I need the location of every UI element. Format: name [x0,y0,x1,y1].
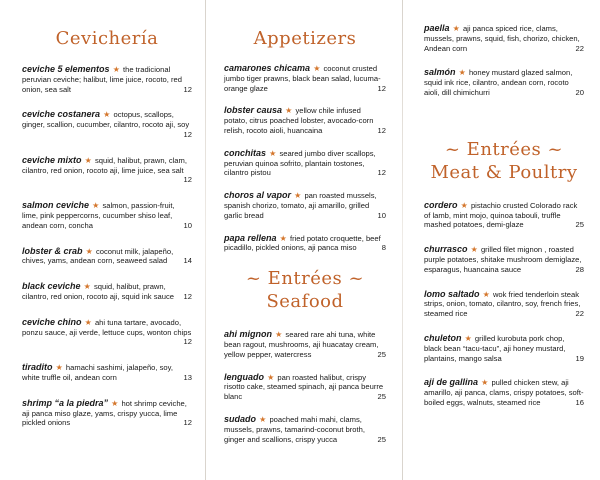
menu-item-description: honey mustard glazed salmon, squid ink rice, cilantro, andean corn, rocoto aioli, dill chimichurri [424,68,573,97]
menu-item-name: paella [424,23,450,33]
menu-item-price: 12 [183,129,192,139]
cevicheria-list [22,65,192,428]
menu-item-description: octopus, scallops, ginger, scallion, cucumber, cilantro, rocoto aji, soy [22,110,190,130]
menu-item-description: squid, halibut, prawn, cilantro, red onion, rocoto aji, squid ink sauce [22,282,174,301]
menu-item [22,110,192,139]
menu-item [424,201,584,230]
menu-item-price: 25 [377,349,386,359]
appetizers-column [224,0,386,457]
menu-item [224,106,386,135]
menu-item [224,64,386,93]
menu-item [224,234,386,254]
cevicheria-column [22,0,192,444]
menu-item-description: wok fried tenderloin steak strips, onion, tomato, cilantro, soy, french fries, steamed rice [424,289,581,319]
meat-poultry-list [424,201,584,408]
star-icon: ★ [92,201,100,211]
menu-item [424,245,584,274]
star-icon: ★ [275,330,283,340]
menu-item [224,191,386,220]
menu-item-price: 12 [377,168,386,178]
star-icon: ★ [84,155,92,165]
menu-item-description: aji panca spiced rice, clams, mussels, prawns, squid, fish, chorizo, chicken, Andean corn [424,24,580,53]
section-title-line: Seafood [266,291,344,313]
menu-item-name: churrasco [424,244,468,255]
star-icon: ★ [259,414,267,424]
menu-item [22,65,192,94]
panel-fold-line [402,0,403,480]
menu-item-name: lobster causa [224,105,283,116]
menu-item [22,201,192,230]
menu-item-price: 10 [183,220,192,230]
star-icon: ★ [294,191,302,201]
seafood-continued-list [424,24,584,98]
menu-item-description: seared jumbo diver scallops, peruvian quinoa sofrito, plantain tostones, cilantro pistou [224,148,376,178]
menu-item-name: aji de gallina [424,377,479,388]
menu-item-name: ceviche costanera [22,109,101,120]
menu-item-name: ahi mignon [224,329,272,340]
menu-item-name: salmon ceviche [22,200,90,211]
menu-item-name: papa rellena [224,232,277,243]
menu-item-name: tiradito [22,362,53,373]
section-title-line: ~ Entrées ~ [444,138,564,160]
menu-item-name: conchitas [224,147,267,158]
menu-item-name: sudado [224,413,257,424]
menu-item-price: 22 [575,309,584,319]
menu-item-description: poached mahi mahi, clams, mussels, prawns, tamarind-coconut broth, ginger and scallions, crispy yucca [224,414,365,444]
menu-item-price: 12 [183,418,192,428]
star-icon: ★ [55,363,63,373]
menu-item-description: coconut crusted jumbo tiger prawns, black bean salad, lucuma-orange glaze [224,64,381,93]
menu-item-price: 13 [183,372,192,382]
menu-item-name: chuleton [424,332,462,343]
menu-item-name: camarones chicama [224,63,311,73]
section-title-line: Meat & Poultry [430,161,578,183]
menu-item-description: hamachi sashimi, jalapeño, soy, white truffle oil, andean corn [22,363,173,382]
menu-item-description: squid, halibut, prawn, clam, cilantro, red onion, rocoto aji, lime juice, sea salt [22,155,187,175]
star-icon: ★ [313,64,321,73]
menu-item-price: 25 [377,392,386,402]
menu-item-price: 12 [377,125,386,135]
menu-item-description: yellow chile infused potato, citrus poached lobster, avocado-corn relish, rocoto aioli, huancaina [224,106,374,135]
menu-item-name: cordero [424,199,458,210]
menu-item [224,373,386,402]
menu-item-price: 12 [183,175,192,185]
menu-item-description: the tradicional peruvian ceviche; halibut, lime juice, rocoto, red onion, sea salt [22,65,182,94]
section-title-line: ~ Entrées ~ [245,268,365,290]
seafood-list [224,330,386,444]
entrees-column [424,0,584,423]
menu-item-description: fried potato croquette, beef picadillo, pickled onions, aji panca miso [224,233,381,253]
star-icon: ★ [267,372,275,382]
menu-item-price: 10 [377,210,386,220]
star-icon: ★ [269,148,277,158]
menu-item [22,247,192,267]
menu-item [22,282,192,302]
appetizers-list [224,64,386,253]
menu-item [224,330,386,359]
menu-item-description: coconut milk, jalapeño, chives, yams, andean corn, seaweed salad [22,246,174,266]
menu-item [424,334,584,363]
star-icon: ★ [103,110,111,120]
menu-item [22,156,192,185]
menu-item-price: 16 [575,397,584,407]
menu-item-name: black ceviche [22,281,81,292]
section-title-meat-poultry [424,138,584,184]
menu-item-name: ceviche chino [22,316,82,327]
menu-item [22,399,192,428]
menu-item-name: salmón [424,67,456,78]
menu-item-price: 8 [381,243,386,253]
section-title-seafood [224,267,386,313]
menu-item-name: choros al vapor [224,190,292,201]
menu-item-description: ahi tuna tartare, avocado, ponzu sauce, aji verde, lettuce cups, wonton chips [22,317,192,337]
menu-item-price: 22 [575,43,584,53]
menu-item-description: grilled kurobuta pork chop, black bean “tacu-tacu”, aji honey mustard, plantains, mango salsa [424,333,566,363]
star-icon: ★ [452,24,460,33]
menu-item-description: pistachio crusted Colorado rack of lamb, mint mojo, quinoa tabouli, truffle mashed potatoes, demi-glaze [424,200,578,230]
menu-item-name: lomo saltado [424,288,480,299]
panel-fold-line [205,0,206,480]
menu-item-description: seared rare ahi tuna, white bean ragout, mushrooms, aji huacatay cream, yellow pepper, watercress [224,330,379,359]
menu-item-price: 20 [575,87,584,97]
menu-item-name: lenguado [224,371,264,382]
menu-item-price: 25 [575,220,584,230]
menu-item-description: grilled filet mignon , roasted purple potatoes, shitake mushroom demiglaze, esparagus, huancaina sauce [424,245,582,274]
menu-item [224,415,386,444]
star-icon: ★ [285,106,293,116]
menu-item-description: hot shrimp ceviche, aji panca miso glaze, yams, crispy yucca, lime pickled onions [22,398,187,428]
star-icon: ★ [464,333,472,343]
star-icon: ★ [84,317,92,327]
star-icon: ★ [83,282,91,292]
star-icon: ★ [111,398,119,408]
menu-item [424,378,584,407]
menu-item-price: 25 [377,434,386,444]
menu-item-description: pulled chicken stew, aji amarillo, aji panca, clams, crispy potatoes, soft-boiled eggs, walnuts, steamed rice [424,378,584,407]
menu-item-price: 28 [575,264,584,274]
menu-item [424,24,584,53]
menu-item [424,68,584,97]
menu-item [224,149,386,178]
star-icon: ★ [85,246,93,256]
star-icon: ★ [482,289,490,299]
section-title-appetizers: Appetizers [253,28,357,49]
menu-item-description: pan roasted mussels, spanish chorizo, tomato, aji amarillo, grilled garlic bread [224,191,377,220]
menu-item-price: 12 [183,291,192,301]
menu-item-price: 14 [183,256,192,266]
star-icon: ★ [481,378,489,388]
menu-item-price: 12 [377,83,386,93]
star-icon: ★ [279,233,287,243]
menu-item-price: 19 [575,353,584,363]
menu-item-name: ceviche 5 elementos [22,64,110,74]
menu-item-name: ceviche mixto [22,154,82,165]
star-icon: ★ [112,65,120,74]
star-icon: ★ [458,68,466,78]
section-title-cevicheria: Cevichería [55,28,159,49]
star-icon: ★ [470,245,478,255]
menu-item-price: 12 [183,84,192,94]
column-top-spacer [424,0,584,24]
menu-item-description: salmon, passion-fruit, lime, pink peppercorns, cucumber shiso leaf, andean corn, concha [22,201,175,230]
star-icon: ★ [460,200,468,210]
menu-item-price: 12 [183,337,192,347]
menu-item [22,363,192,383]
menu-item-description: pan roasted halibut, crispy risotto cake, steamed spinach, aji panca beurre blanc [224,372,384,402]
menu-item [424,290,584,319]
menu-item-name: shrimp “a la piedra” [22,397,109,408]
menu-item-name: lobster & crab [22,245,83,256]
menu-item [22,318,192,347]
